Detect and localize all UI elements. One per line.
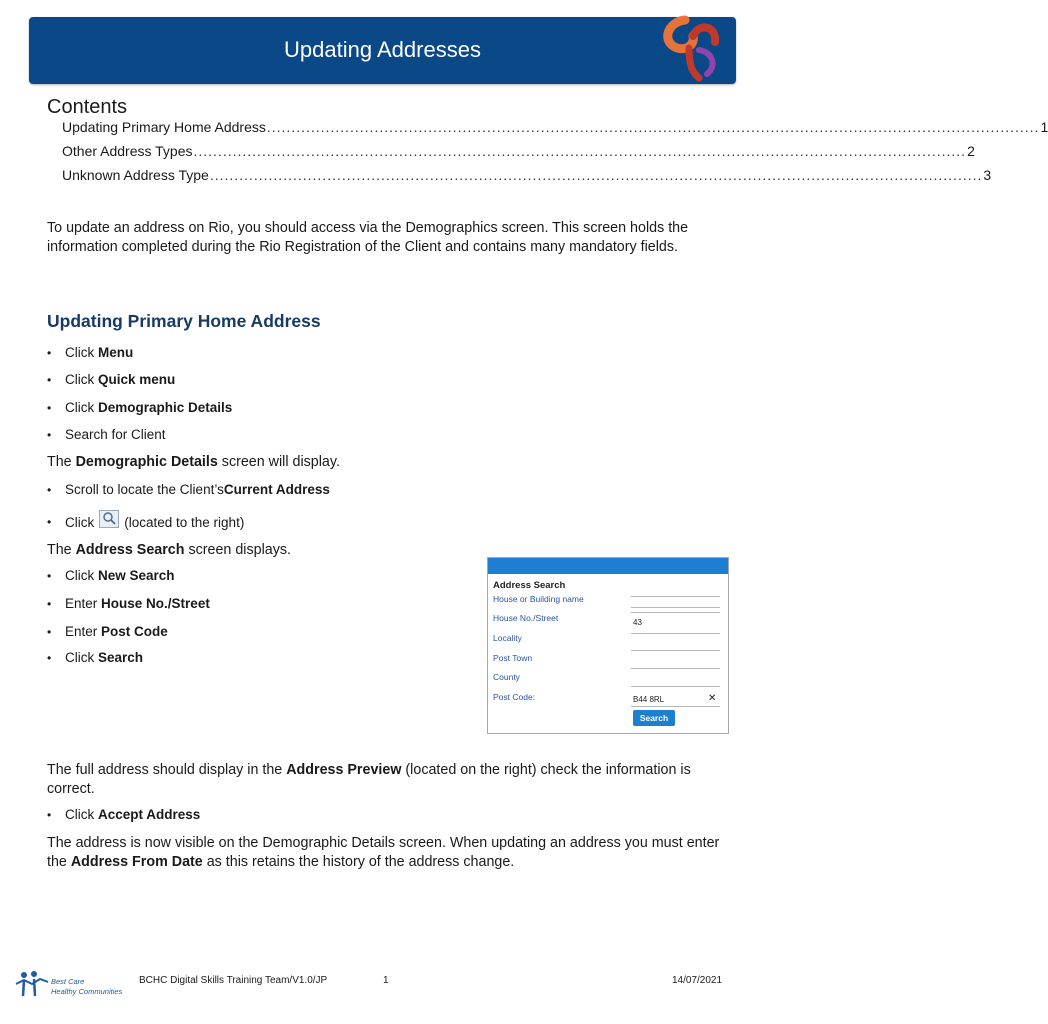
field-line [631,668,720,669]
field-line [631,607,720,608]
bullet-icon: • [47,596,52,611]
field-label-locality: Locality [493,633,522,643]
bullet-icon: • [47,807,52,822]
bullet-step [47,807,200,822]
bullet-step [47,372,175,387]
text-part: screen displays. [184,542,291,558]
text-bold: Address From Date [70,853,203,870]
field-label-house-no: House No./Street [493,613,559,623]
toc-leader: .............................................................................................................................................................. [266,119,1040,135]
demographic-details-text [47,453,727,472]
bullet-icon: • [47,568,52,583]
bullet-icon: • [47,400,52,415]
text-part: as this retains the history of the address change. [202,853,515,870]
step-bold: Menu [98,345,134,360]
step-text: Click [65,372,95,387]
step-text: Click [65,650,95,665]
step-text: Enter [65,624,98,639]
toc-entry[interactable] [62,119,1048,135]
toc-page: 1 [1040,119,1048,135]
step-bold: Accept Address [98,807,201,822]
brand-line-1: Best Care [51,977,85,986]
bullet-step [47,650,143,665]
step-text: Click [65,345,95,360]
final-paragraph [47,834,727,871]
step-bold: New Search [98,568,175,583]
field-line [631,633,720,634]
field-line [631,706,720,707]
magnifier-search-icon [99,510,119,528]
bullet-step [47,568,175,583]
text-part: The address is now visible on the Demographic Details screen. When updating an address you must enter the [47,835,720,870]
bullet-step [47,482,330,497]
intro-paragraph: To update an address on Rio, you should access via the Demographics screen. This screen holds the information completed during the Rio Registration of the Client and contains many mandatory fields. [47,220,689,255]
footer-page-number: 1 [383,975,389,986]
field-line [631,686,720,687]
people-logo-icon [14,970,50,998]
step-text: Click [65,514,95,530]
section-heading: Updating Primary Home Address [47,311,321,331]
step-bold: Current Address [223,482,330,497]
bullet-step [47,400,232,415]
field-line [631,596,720,597]
bullet-step [47,596,210,611]
toc-title: Updating Primary Home Address [62,119,266,135]
text-bold: Address Preview [286,762,402,778]
title-banner [29,17,736,84]
step-text: Scroll to locate the Client’s [65,482,224,497]
text-part: (located on the right) check the information is correct. [47,762,691,797]
step-bold: Quick menu [98,372,176,387]
brand-line-2: Healthy Communities [51,987,123,996]
text-bold: Demographic Details [75,454,218,470]
step-bold: Search [98,650,144,665]
footer-team: BCHC Digital Skills Training Team/V1.0/JP [139,975,328,986]
step-text: (located to the right) [124,514,245,530]
toc-entry[interactable] [62,167,992,183]
step-text: Click [65,807,95,822]
search-button: Search [633,710,675,726]
step-text: Click [65,568,95,583]
bullet-step [47,427,166,442]
toc-title: Other Address Types [62,143,193,159]
step-bold: Post Code [101,624,168,639]
address-preview-text [47,761,727,798]
text-part: The full address should display in the [47,762,287,778]
bullet-step [47,513,244,531]
text-part: The [47,454,76,470]
text-bold: Address Search [75,542,185,558]
toc-page: 2 [967,143,975,159]
bullet-step [47,345,133,360]
step-text: Enter [65,596,98,611]
bullet-icon: • [47,345,52,360]
field-label-county: County [493,672,520,682]
step-bold: Demographic Details [98,400,233,415]
bullet-icon: • [47,650,52,665]
address-search-screenshot [487,557,729,734]
bchc-logo-icon [655,14,727,84]
bullet-icon: • [47,515,52,529]
field-label-house-name: House or Building name [493,594,584,604]
footer-date: 14/07/2021 [672,975,723,986]
text-part: screen will display. [217,454,340,470]
bullet-icon: • [47,482,52,497]
screenshot-title: Address Search [493,580,566,591]
bullet-step [47,624,168,639]
magnifier-glyph [100,511,118,527]
field-label-post-code: Post Code: [493,692,536,702]
bullet-icon: • [47,372,52,387]
clear-x-icon: ✕ [708,693,717,704]
contents-heading: Contents [47,96,128,118]
house-no-value: 43 [633,618,642,627]
step-bold: House No./Street [101,596,210,611]
field-line [631,650,720,651]
toc-title: Unknown Address Type [62,167,209,183]
toc-leader: .............................................................................................................................................................. [193,143,967,159]
bullet-icon: • [47,427,52,442]
post-code-value: B44 8RL [633,695,665,704]
toc-page: 3 [983,167,992,183]
toc-entry[interactable] [62,143,975,159]
text-part: The [47,542,76,558]
bullet-icon: • [47,624,52,639]
screenshot-header-bar [488,558,728,574]
step-text: Search for Client [65,427,166,442]
document-title: Updating Addresses [284,37,481,62]
field-label-post-town: Post Town [493,653,533,663]
field-line [631,612,720,613]
step-text: Click [65,400,95,415]
toc-leader: .............................................................................................................................................................. [209,167,983,183]
